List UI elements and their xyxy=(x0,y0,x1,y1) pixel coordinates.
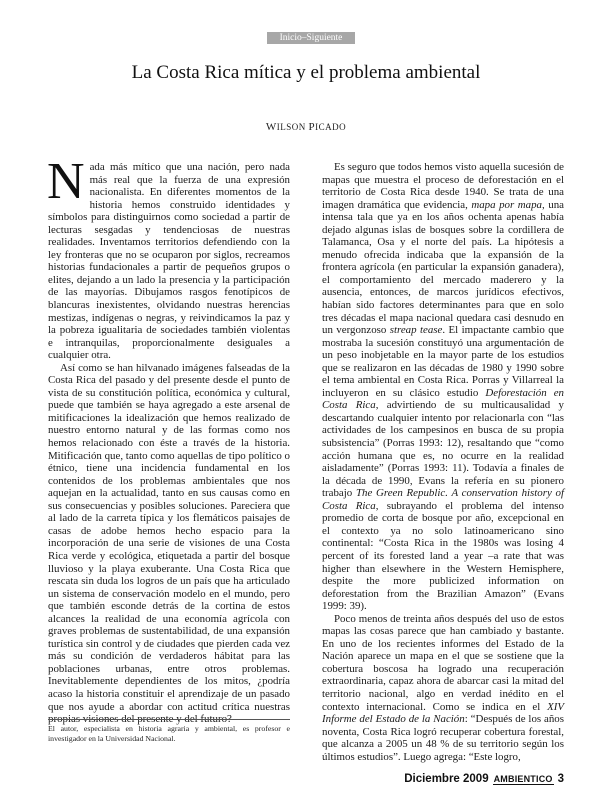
nav-inicio-link[interactable]: Inicio xyxy=(279,33,302,43)
nav-siguiente-link[interactable]: Siguiente xyxy=(306,33,343,43)
page-number: 3 xyxy=(557,773,564,785)
right-column xyxy=(322,161,564,763)
footnote-divider xyxy=(48,719,290,720)
author-byline: WILSON PICADO xyxy=(265,121,347,133)
paragraph-intro: Nada más mítico que una nación, pero nada más real que la fuerza de una expresión nacionalista. En diferentes momentos de la historia hemos construido identidades y símbolos para distinguirnos como sociedad a partir de lecturas sesgadas y tendenciosas de nuestras realidades. Inventamos territorios defendiendo con la ley fronteras que no se ocuparon por siglos, recreamos historias fundacionales a partir de pequeños grupos o elites, dejando a un lado la presencia y la participación de las mayorías. Dibujamos rasgos fenotípicos de blancuras inexistentes, olvidando nuestras herencias mestizas, indígenas o negras, y reivindicamos la paz y la pobreza igualitaria de sociedades también violentas e intranquilas, proporcionalmente desiguales a cualquier otra. xyxy=(47,153,290,362)
ambientico-logo: AMBIENTICO xyxy=(493,774,553,784)
footnote: El autor, especialista en historia agraria y ambiental, es profesor e investigador en la Universidad Nacional. xyxy=(48,724,290,743)
nav-separator: – xyxy=(301,33,307,43)
nav-bar xyxy=(267,32,355,44)
left-column xyxy=(47,153,290,726)
paragraph: Poco menos de treinta años después del uso de estos mapas las cosas parece que han cambiado y bastante. En uno de los recientes informes del Estado de la Nación aparece un mapa en el que se sostiene que la cobertura boscosa ha logrado una recuperación extraordinaria, capaz ahora de abarcar casi la mitad del territorio nacional, algo en verdad inédito en el contexto internacional. Como se indica en el XIV Informe del Estado de la Nación: “Después de los años noventa, Costa Rica logró recuperar cobertura forestal, que alcanza a 2005 un 48 % de su territorio según los últimos estudios”. Luego agrega: “Este logro, xyxy=(322,612,564,763)
paragraph: Es seguro que todos hemos visto aquella sucesión de mapas que muestra el proceso de deforestación en el territorio de Costa Rica desde 1940. Se trata de una imagen dramática que evidencia, mapa por mapa, una intensa tala que ya en los años ochenta apenas había dejado algunas islas de bosques sobre la cordillera de Talamanca, Osa y el norte del país. La hipótesis a menudo ofrecida indicaba que la expansión de la frontera agrícola (en particular la expansión ganadera), el comportamiento del mercado maderero y la ausencia, entonces, de marcos jurídicos efectivos, habían sido factores determinantes para que en solo tres décadas el mapa nacional quedara casi desnudo en un vergonzoso streap tease. El impactante cambio que mostraba la sucesión constituyó una argumentación de un peso inobjetable en la mayor parte de los estudios que se realizaron en las décadas de 1980 y 1990 sobre el tema ambiental en Costa Rica. Porras y Villarreal la incluyeron en su clásico estudio Deforestación en Costa Rica, advirtiendo de su multicausalidad y descartando cualquier intento por relacionarla con “las actividades de los campesinos en busca de su propia subsistencia” (Porras 1993: 12), resaltando que “como acción humana que es, no ocurre en la realidad aisladamente” (Porras 1993: 11). Todavía a finales de la década de 1990, Evans la refería en su pionero trabajo The Green Republic. A conservation history of Costa Rica, subrayando el problema del intenso promedio de corta de bosque por año, excepcional en el contexto ya no solo latinoamericano sino continental: “Costa Rica in the 1980s was losing 4 percent of its forested land a year –a rate that was higher than elsewhere in the Western Hemisphere, despite the more publicized information on deforestation from the Brazilian Amazon” (Evans 1999: 39). xyxy=(322,161,565,613)
paragraph: Así como se han hilvanado imágenes falseadas de la Costa Rica del pasado y del presente desde el punto de vista de su constitución política, económica y cultural, puede que también se haya agregado a este arsenal de mitificaciones la idealización que hemos realizado de nuestro entorno natural y de las formas como nos hemos relacionado con éste a través de la historia. Mitificación que, tanto como aquellas de tipo político o étnico, tiene una incidencia fundamental en los contenidos de los problemas ambientales que nos aquejan en la actualidad, tanto en sus causas como en sus consecuencias y posibles soluciones. Pareciera que al lado de la carreta típica y los flemáticos paisajes de casas de adobe hemos hecho espacio para la incorporación de una serie de visiones de una Costa Rica verde y ecológica, etiquetada a partir del bosque lluvioso y la playa exuberante. Una Costa Rica que rescata sin duda los logros de un país que ha articulado un sistema de conservación modelo en el mundo, pero que también esconde detrás de la cortina de estos alcances la realidad de una economía agrícola con graves problemas de sustentabilidad, de una expansión turística sin control y de ciudades que pierden cada vez más su condición de verdaderos hábitat para las poblaciones urbanas, entre otros problemas. Inevitablemente dependientes de los mitos, ¿podría acaso la historia constituir el aprendizaje de un pasado que nos ayude a abordar con actitud crítica nuestras propias visiones del presente y del futuro? xyxy=(48,361,290,726)
article-title: La Costa Rica mítica y el problema ambiental xyxy=(131,62,481,83)
issue-date: Diciembre 2009 xyxy=(404,773,489,785)
drop-cap: N xyxy=(47,153,85,210)
page-footer xyxy=(404,773,564,785)
